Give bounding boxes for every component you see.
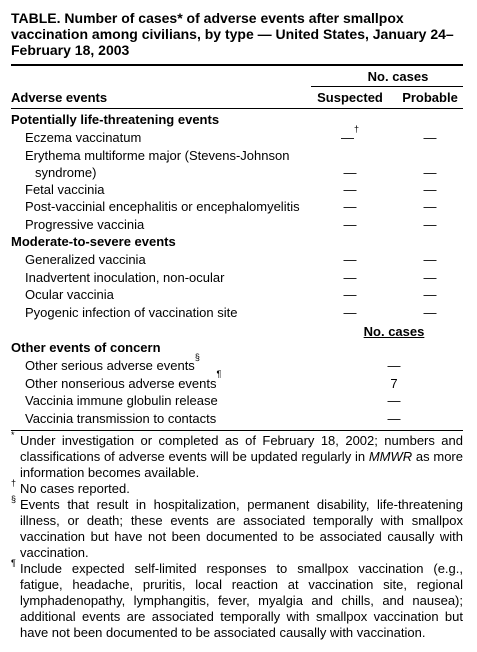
suspected-value: —: [343, 269, 357, 285]
probable-cell: —: [423, 199, 437, 214]
suspected-cell: [313, 304, 387, 321]
event-name: [11, 304, 237, 321]
suspected-cell: [313, 198, 387, 215]
suspected-header: Suspected: [317, 90, 383, 105]
probable-cell: —: [423, 287, 437, 302]
suspected-cell: [313, 269, 387, 286]
section-heading-text: Moderate-to-severe events: [11, 234, 176, 249]
section-heading-text: Potentially life-threatening events: [11, 112, 220, 127]
event-name-text: Vaccinia transmission to contacts: [25, 410, 217, 426]
table-row: [11, 251, 463, 269]
table-row: [11, 198, 463, 216]
group-rule: [311, 86, 463, 87]
event-name: [11, 392, 218, 409]
footnote-symbol: ¶: [11, 558, 16, 568]
probable-cell: —: [423, 130, 437, 145]
header-rule: [11, 108, 463, 109]
footnote: [11, 558, 463, 641]
event-name-text: Erythema multiforme major (Stevens-Johnson: [25, 147, 290, 163]
section-heading: [11, 111, 463, 129]
column-group-header: [11, 68, 463, 86]
cases-value: —: [387, 358, 401, 373]
table-row: [11, 123, 463, 147]
event-name-text: Generalized vaccinia: [25, 252, 146, 267]
suspected-cell: [313, 181, 387, 198]
event-name: [11, 251, 146, 268]
footnote-italic: MMWR: [368, 449, 413, 464]
table-document: [11, 10, 463, 641]
event-name: [11, 410, 216, 427]
event-name: [11, 147, 289, 181]
suspected-cell: [313, 164, 387, 181]
table-row: [11, 304, 463, 322]
footnote-mark: †: [353, 123, 359, 134]
probable-cell: —: [423, 269, 437, 285]
footnote-text: Events that result in hospitalization, permanent disability, life-threatening illness, or death; these events are associated temporally with smallpox vaccination but have not been documented to be associated causally with vaccination.: [20, 497, 463, 560]
table-row: [11, 181, 463, 199]
probable-cell: —: [423, 181, 437, 197]
table-row: [11, 286, 463, 304]
suspected-value: —: [343, 164, 357, 180]
table-row: [11, 147, 463, 181]
event-name: [11, 216, 144, 233]
probable-cell: —: [423, 304, 437, 320]
footnote: [11, 478, 463, 497]
footnote: [11, 430, 463, 481]
footnote-mark: §: [194, 351, 200, 362]
footnote-symbol: §: [11, 494, 17, 504]
footnote: [11, 494, 463, 561]
suspected-cell: [313, 286, 387, 303]
event-name-text: Progressive vaccinia: [25, 216, 145, 232]
event-name-text: Fetal vaccinia: [25, 181, 105, 197]
event-name: [11, 286, 114, 303]
cases-value: —: [387, 393, 401, 408]
other-events-list: [11, 351, 463, 427]
table-row: [11, 369, 463, 393]
other-section-heading: [11, 339, 463, 357]
event-name: [11, 351, 200, 374]
event-name: [11, 129, 141, 146]
adverse-events-header: Adverse events: [11, 90, 108, 105]
event-name: [11, 369, 222, 392]
event-name-text: Ocular vaccinia: [25, 287, 114, 302]
suspected-value: —: [343, 181, 357, 197]
footnote-text: Include expected self-limited responses to smallpox vaccination (e.g., fatigue, headache, pruritis, local reaction at vaccination site, regional lymphadenopathy, lymphangitis, fever, myalgia and chills, and nausea); additional events are associated temporally with smallpox vaccination but have not been documented to be associated causally with vaccination.: [20, 561, 463, 640]
probable-header: Probable: [402, 90, 458, 105]
event-name-text: Other nonserious adverse events: [25, 375, 217, 391]
event-name-text: Pyogenic infection of vaccination site: [25, 304, 238, 320]
table-row: [11, 410, 463, 428]
cases-value: —: [387, 410, 401, 426]
event-name: [11, 181, 104, 198]
event-name-text: Post-vaccinial encephalitis or encephalomyelitis: [25, 199, 300, 214]
suspected-value: —: [343, 199, 357, 214]
table-row: [11, 269, 463, 287]
no-cases-group-label: No. cases: [367, 69, 429, 84]
suspected-value: —: [343, 252, 357, 267]
event-name-text: Other serious adverse events: [25, 358, 195, 373]
suspected-value: —: [343, 287, 357, 302]
suspected-cell: [313, 216, 387, 233]
table-row: [11, 351, 463, 375]
footnote-text-after: as more information becomes available.: [20, 449, 463, 480]
probable-cell: —: [423, 216, 437, 232]
footnote-rule: [11, 430, 463, 431]
table-title: TABLE. Number of cases* of adverse events after smallpox vaccination among civilians, by type — United States, January 24–February 18, 2003: [11, 10, 454, 58]
event-name-text: Eczema vaccinatum: [25, 130, 142, 145]
other-no-cases-label: No. cases: [363, 324, 425, 339]
event-name-text: Vaccinia immune globulin release: [25, 393, 218, 408]
suspected-cell: [313, 123, 387, 146]
footnote-text: No cases reported.: [20, 481, 130, 496]
suspected-value: —: [343, 216, 357, 232]
footnotes: [11, 430, 463, 641]
probable-cell: —: [423, 252, 437, 267]
event-name-text: Inadvertent inoculation, non-ocular: [25, 269, 225, 285]
cases-value: 7: [390, 375, 398, 391]
other-cases-header: [11, 323, 463, 339]
table-row: [11, 392, 463, 410]
event-name-continued: syndrome): [35, 164, 97, 180]
event-sections: [11, 111, 463, 321]
event-name: [11, 198, 300, 215]
footnote-mark: ¶: [216, 369, 222, 380]
column-header-row: [11, 89, 463, 108]
footnote-symbol: *: [11, 430, 15, 440]
event-name: [11, 269, 224, 286]
suspected-value: —: [340, 130, 354, 145]
suspected-cell: [313, 251, 387, 268]
suspected-value: —: [343, 304, 357, 320]
probable-cell: —: [423, 164, 437, 180]
section-heading: [11, 233, 463, 251]
other-heading-text: Other events of concern: [11, 340, 161, 355]
footnote-symbol: †: [11, 478, 17, 488]
top-rule: [11, 64, 463, 66]
footnote-text: Under investigation or completed as of February 18, 2002; numbers and classifications of adverse events will be updated regularly in: [20, 433, 463, 464]
table-row: [11, 216, 463, 234]
